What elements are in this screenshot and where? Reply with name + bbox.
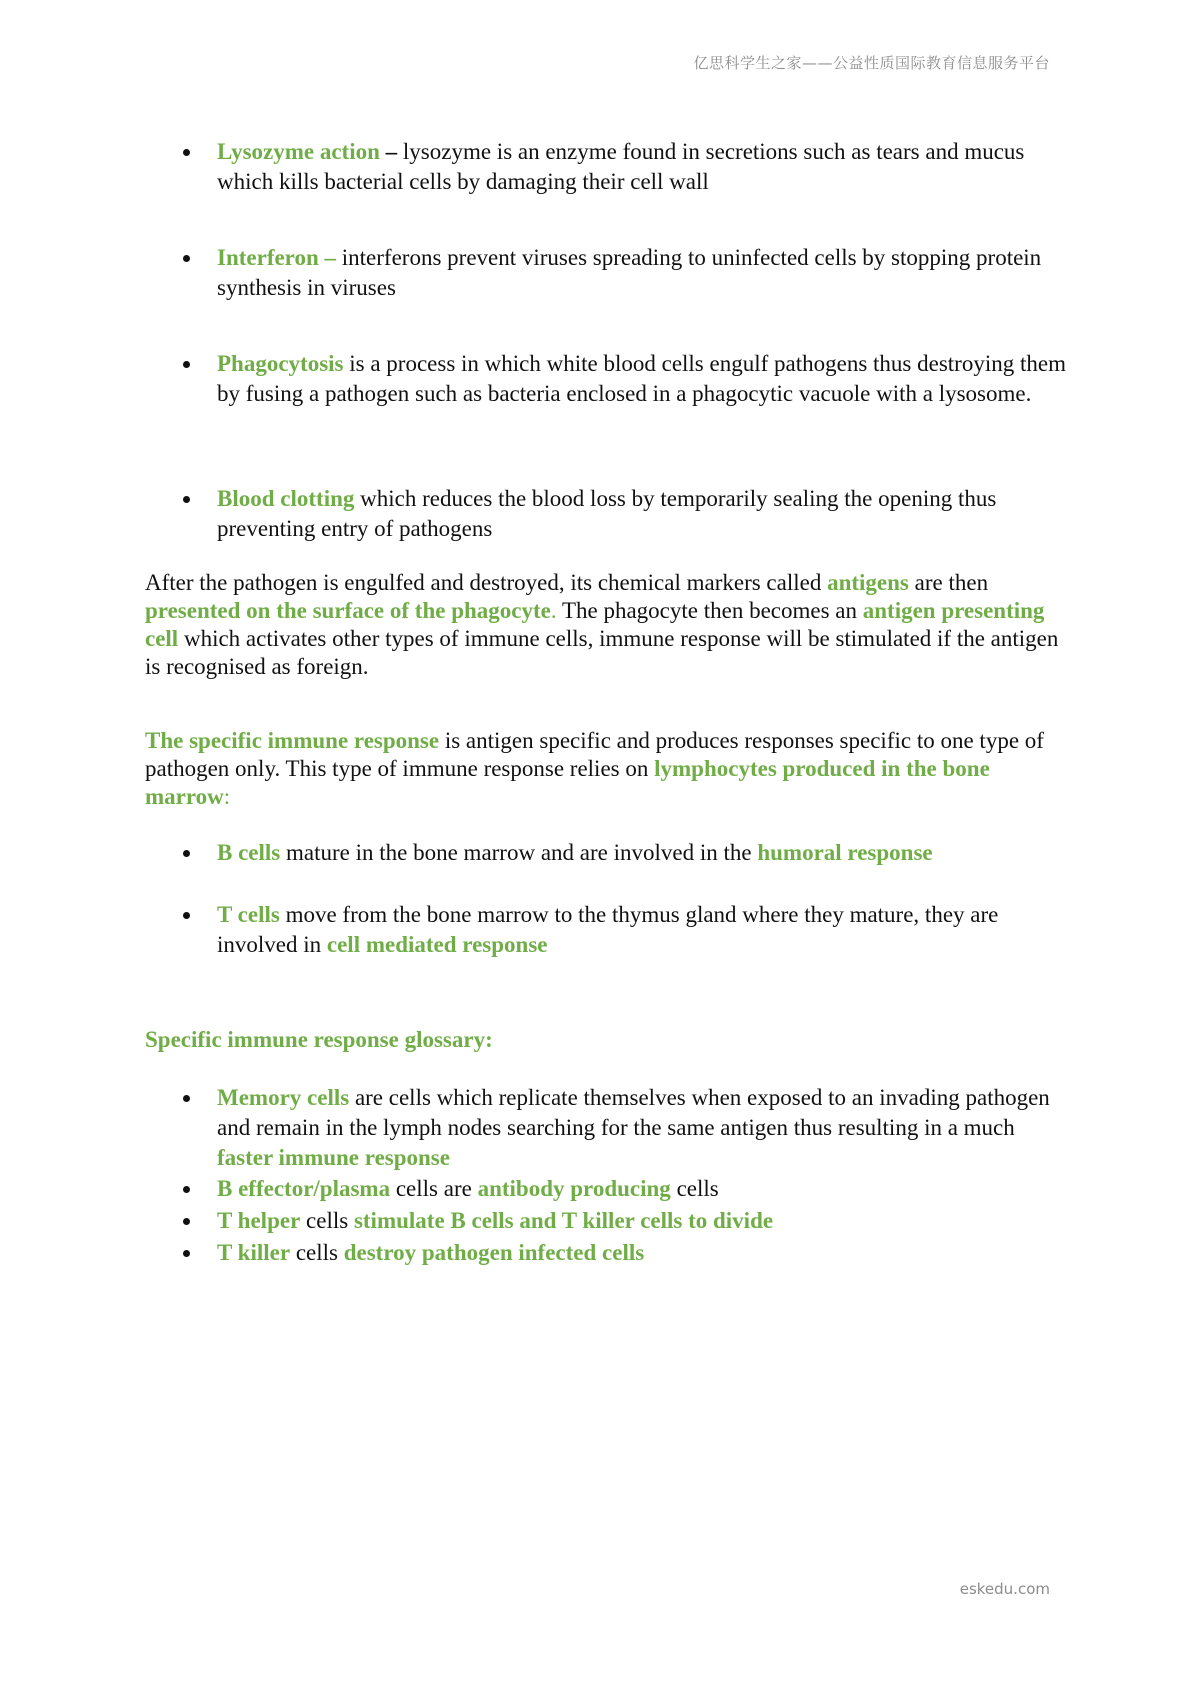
para2-colon: :	[223, 784, 231, 809]
t-helper-text: cells	[300, 1208, 354, 1233]
para1-period: .	[550, 598, 562, 623]
para1-text-1: After the pathogen is engulfed and destroyed, its chemical markers called	[145, 570, 828, 595]
term-destroy-infected-cells: destroy pathogen infected cells	[343, 1240, 645, 1265]
b-cells-text: mature in the bone marrow and are involved in the	[280, 840, 758, 865]
paragraph-antigen-presentation	[145, 569, 1065, 681]
term-cell-mediated-response: cell mediated response	[326, 932, 548, 957]
term-b-cells: B cells	[217, 840, 281, 865]
list-item-lysozyme	[217, 137, 1067, 197]
term-interferon: Interferon –	[217, 245, 342, 270]
term-specific-immune-response: The specific immune response	[145, 728, 440, 753]
term-t-cells: T cells	[217, 902, 280, 927]
term-stimulate-b-and-t-killer: stimulate B cells and T killer cells to divide	[353, 1208, 774, 1233]
page-header: 亿思科学生之家——公益性质国际教育信息服务平台	[693, 54, 1050, 72]
term-faster-immune-response: faster immune response	[217, 1145, 450, 1170]
term-antigens: antigens	[827, 570, 909, 595]
blood-clotting-text: which reduces the blood loss by temporarily sealing the opening thus preventing entry of pathogens	[217, 486, 997, 541]
lysozyme-text: lysozyme is an enzyme found in secretions such as tears and mucus which kills bacterial cells by damaging their cell wall	[217, 139, 1025, 194]
glossary-item-t-helper	[217, 1206, 1067, 1236]
page-footer: eskedu.com	[959, 1580, 1050, 1598]
memory-cells-text: are cells which replicate themselves when exposed to an invading pathogen and remain in the lymph nodes searching for the same antigen thus resulting in a much	[217, 1085, 1050, 1140]
term-phagocytosis: Phagocytosis	[217, 351, 344, 376]
term-t-killer: T killer	[217, 1240, 291, 1265]
term-presented-on-surface: presented on the surface of the phagocyte	[145, 598, 551, 623]
glossary-heading: Specific immune response glossary:	[145, 1027, 493, 1052]
b-effector-text-2: cells	[670, 1176, 719, 1201]
dash: –	[379, 139, 403, 164]
list-item-interferon	[217, 243, 1067, 303]
b-effector-text: cells are	[390, 1176, 478, 1201]
phagocytosis-text: is a process in which white blood cells engulf pathogens thus destroying them by fusing a pathogen such as bacteria enclosed in a phagocytic vacuole with a lysosome.	[217, 351, 1066, 406]
glossary-item-t-killer	[217, 1238, 1067, 1268]
glossary-item-b-effector	[217, 1174, 1067, 1204]
list-item-phagocytosis	[217, 349, 1067, 409]
list-item-b-cells	[217, 838, 1067, 868]
term-antibody-producing: antibody producing	[477, 1176, 671, 1201]
term-humoral-response: humoral response	[757, 840, 933, 865]
para1-text-5: which activates other types of immune cells, immune response will be stimulated if the antigen is recognised as foreign.	[145, 626, 1059, 679]
term-lysozyme-action: Lysozyme action	[217, 139, 380, 164]
glossary-item-memory-cells	[217, 1083, 1067, 1173]
t-cells-text: move from the bone marrow to the thymus gland where they mature, they are involved in	[217, 902, 999, 957]
para2-text-1: is antigen specific and produces responses specific to one type of pathogen only. This type of immune response relies on	[145, 728, 1044, 781]
interferon-text: interferons prevent viruses spreading to uninfected cells by stopping protein synthesis in viruses	[217, 245, 1042, 300]
term-t-helper: T helper	[217, 1208, 301, 1233]
t-killer-text: cells	[290, 1240, 344, 1265]
list-item-blood-clotting	[217, 484, 1067, 544]
paragraph-specific-immune-response	[145, 727, 1065, 811]
para1-text-4: The phagocyte then becomes an	[561, 598, 863, 623]
term-memory-cells: Memory cells	[217, 1085, 350, 1110]
term-lymphocytes: lymphocytes produced in the bone marrow	[145, 756, 990, 809]
list-item-t-cells	[217, 900, 1067, 960]
term-blood-clotting: Blood clotting	[217, 486, 355, 511]
term-antigen-presenting-cell: antigen presenting cell	[145, 598, 1045, 651]
term-b-effector-plasma: B effector/plasma	[217, 1176, 391, 1201]
para1-text-2: are then	[908, 570, 989, 595]
